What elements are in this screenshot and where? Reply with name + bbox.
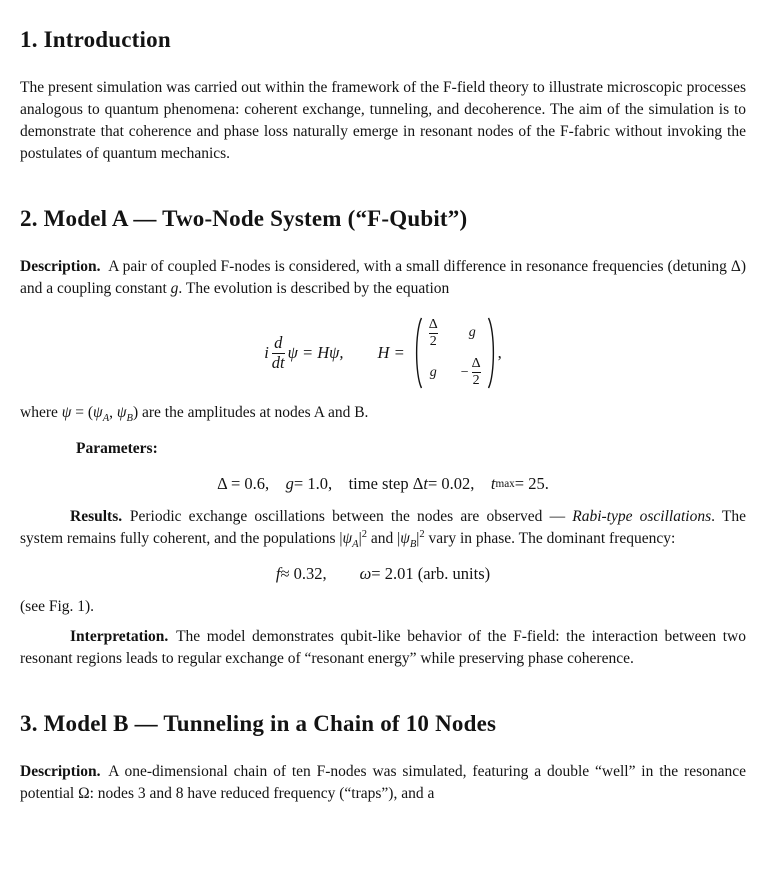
text-segment: ω [359, 564, 372, 583]
text-segment: The model demonstrates qubit-like behavior of the F-field: the interaction between two resonant regions leads to regular exchange of “resonant energy” while preserving phase coherence. [20, 628, 746, 667]
section-1-heading: 1. Introduction [20, 27, 171, 52]
parameters-equation: Δ = 0.6, g = 1.0, time step Δ t = 0.02, t max = 25. [217, 474, 549, 493]
text-segment: 2 [419, 528, 425, 540]
text-segment: vary in phase. The dominant frequency: [424, 530, 676, 547]
text-segment: Results. [70, 508, 123, 525]
model-b-description-paragraph [20, 761, 746, 805]
text-segment: Description. [20, 763, 101, 780]
hamiltonian-equation [20, 316, 746, 390]
text-segment: | [358, 530, 362, 547]
text-segment: t [490, 474, 496, 493]
text-segment: where [20, 404, 62, 421]
text-segment: B [126, 413, 133, 425]
matrix-cell-22-fraction [472, 356, 481, 389]
results-paragraph [20, 506, 746, 550]
text-segment: | [416, 530, 420, 547]
text-segment: . The system remains fully coherent, and the populations | [20, 508, 746, 547]
text-segment: Rabi-type oscillations [572, 508, 712, 525]
text-segment: Interpretation. [70, 628, 169, 645]
matrix-cell-12: g [468, 325, 476, 341]
frequency-equation [20, 564, 746, 584]
text-segment: = 1.0, time step Δ [293, 474, 424, 493]
text-segment: The present simulation was carried out within the framework of the F-field theory to illustrate microscopic processes analogous to quantum phenomena: coherent exchange, tunneling, and decoherence. The aim of the simulation is to demonstrate that coherence and phase loss naturally emerge in resonant nodes of the F-fabric without invoking the postulates of quantum mechanics. [20, 79, 746, 162]
matrix-cell-11-denominator: 2 [429, 333, 437, 349]
matrix-cell-11 [429, 317, 438, 350]
text-segment: g [170, 280, 179, 297]
text-segment: t [423, 474, 428, 493]
matrix-cell-11-numerator: Δ [428, 316, 438, 332]
text-segment: ψ [116, 404, 127, 421]
matrix-cell-22-numerator: Δ [471, 356, 481, 371]
where-line [20, 402, 746, 424]
psi-equals-h-psi: ψ = Hψ, [287, 343, 344, 362]
hamiltonian-matrix [426, 317, 484, 389]
minus-sign: − [460, 364, 469, 380]
left-parenthesis-icon [412, 316, 423, 390]
text-segment: . The evolution is described by the equation [178, 280, 450, 297]
text-segment: , [109, 404, 117, 421]
d-dt-fraction [272, 334, 285, 373]
text-segment: A [102, 413, 110, 425]
text-segment: and | [366, 530, 401, 547]
text-segment: = 0.02, [427, 474, 491, 493]
text-segment: A [352, 539, 359, 551]
text-segment: = 25. [514, 474, 549, 493]
parameters-label: Parameters: [76, 440, 158, 457]
text-segment: (see Fig. 1). [20, 598, 95, 615]
text-segment: g [285, 474, 294, 493]
text-segment: ψ [93, 404, 103, 421]
text-segment: A one-dimensional chain of ten F-nodes was simulated, featuring a double “well” in the resonance potential Ω: nodes 3 and 8 have reduced frequency (“traps”), and a [20, 763, 746, 802]
matrix-cell-22 [461, 356, 484, 389]
matrix-cell-21: g [429, 364, 437, 380]
text-segment: = ( [71, 404, 94, 421]
section-2-heading: 2. Model A — Two-Node System (“F-Qubit”) [20, 206, 468, 231]
fraction-numerator: d [274, 332, 283, 352]
text-segment: 2 [361, 528, 367, 540]
see-fig-line [20, 596, 746, 618]
intro-paragraph [20, 77, 746, 165]
math-imaginary-i: i [264, 343, 269, 362]
interpretation-paragraph [20, 626, 746, 670]
text-segment: f [275, 564, 281, 583]
fraction-denominator: dt [271, 352, 285, 372]
text-segment: ) are the amplitudes at nodes A and B. [132, 404, 369, 421]
right-parenthesis-icon [487, 316, 498, 390]
text-segment: ψ [400, 530, 410, 547]
text-segment: A pair of coupled F-nodes is considered, with a small difference in resonance frequencies (detuning Δ) and a coupling constant [20, 258, 746, 297]
model-a-description-paragraph [20, 256, 746, 300]
text-segment: ≈ 0.32, [280, 564, 360, 583]
text-segment: Periodic exchange oscillations between the nodes are observed — [122, 508, 573, 525]
text-segment: Δ = 0.6, [217, 474, 286, 493]
trailing-comma: , [497, 343, 502, 362]
text-segment: B [409, 539, 417, 551]
section-3-heading: 3. Model B — Tunneling in a Chain of 10 Nodes [20, 711, 497, 736]
matrix-cell-22-denominator: 2 [472, 373, 480, 389]
text-segment: Description. [20, 258, 101, 275]
h-equals: H = [377, 343, 405, 362]
text-segment: ψ [61, 404, 72, 421]
text-segment: = 2.01 (arb. units) [371, 564, 491, 583]
text-segment: ψ [342, 530, 353, 547]
